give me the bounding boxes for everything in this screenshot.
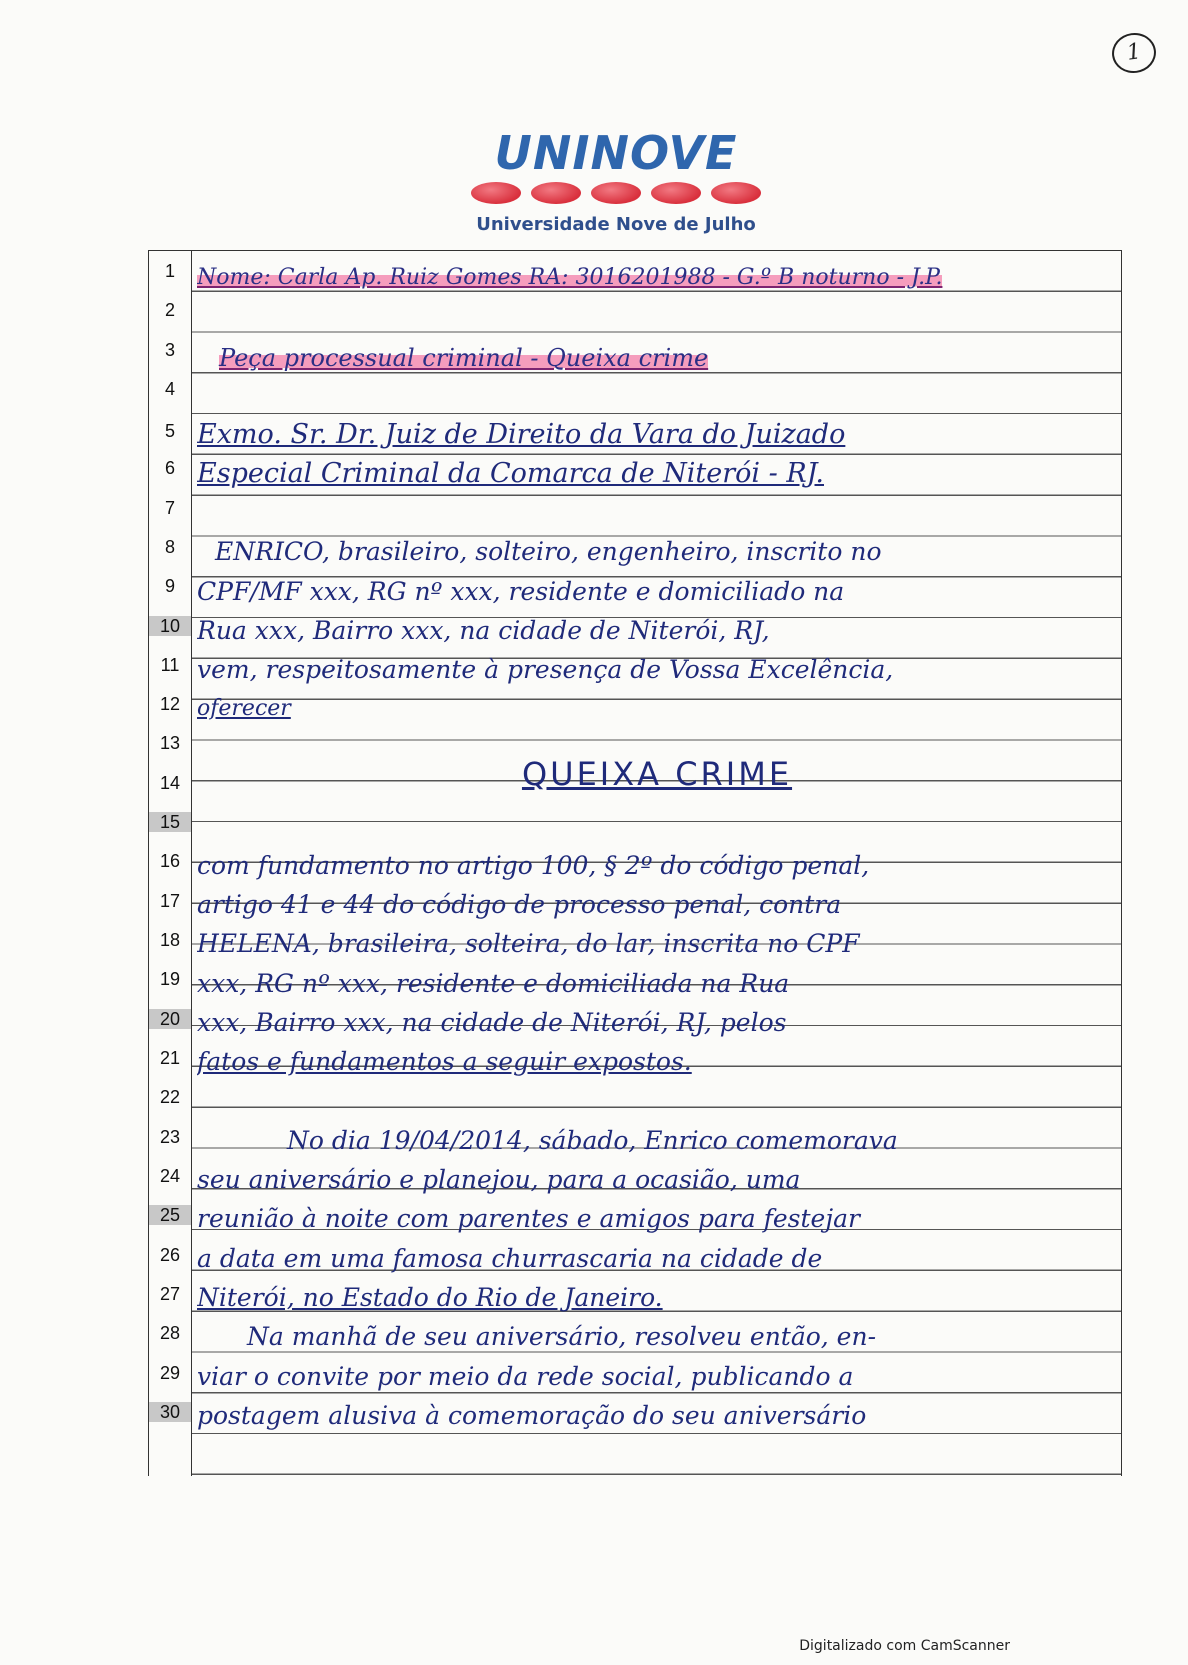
line-number: 15 [149, 812, 191, 832]
grounds-line-3: HELENA, brasileira, solteira, do lar, inscrita no CPF [197, 929, 860, 958]
line-number-column [149, 251, 192, 1476]
qualification-line-3: Rua xxx, Bairro xxx, na cidade de Niterói, RJ, [197, 616, 770, 645]
facts-line-8: postagem alusiva à comemoração do seu aniversário [197, 1401, 867, 1430]
line-number: 9 [164, 576, 175, 596]
line-number: 2 [164, 300, 175, 320]
logo-dot [471, 182, 521, 204]
line-number: 22 [159, 1087, 181, 1107]
line-number: 25 [149, 1205, 191, 1225]
line-number: 1 [164, 261, 175, 281]
line-number: 18 [159, 930, 181, 950]
qualification-line-2: CPF/MF xxx, RG nº xxx, residente e domiciliado na [197, 577, 845, 606]
facts-line-4: a data em uma famosa churrascaria na cidade de [197, 1244, 823, 1273]
student-info-line [197, 261, 1117, 295]
piece-type: Peça processual criminal - Queixa crime [219, 344, 709, 372]
line-number: 17 [159, 891, 181, 911]
line-number: 28 [159, 1323, 181, 1343]
line-number: 7 [164, 498, 175, 518]
grounds-line-6: fatos e fundamentos a seguir expostos. [197, 1047, 692, 1076]
qualification-line-1: ENRICO, brasileiro, solteiro, engenheiro, inscrito no [215, 537, 882, 566]
qualification-line-4: vem, respeitosamente à presença de Vossa Excelência, [197, 655, 894, 684]
line-number: 13 [159, 733, 181, 753]
addressee-line-2: Especial Criminal da Comarca de Niterói - RJ. [197, 458, 824, 489]
facts-line-6: Na manhã de seu aniversário, resolveu então, en- [247, 1322, 877, 1351]
university-logo [466, 128, 766, 238]
line-number: 16 [159, 851, 181, 871]
line-number: 29 [159, 1363, 181, 1383]
line-number: 26 [159, 1245, 181, 1265]
line-number: 21 [159, 1048, 181, 1068]
line-number: 6 [164, 458, 175, 478]
line-number: 30 [149, 1402, 191, 1422]
line-number: 11 [160, 655, 180, 675]
line-number: 8 [164, 537, 175, 557]
line-number: 23 [159, 1127, 181, 1147]
facts-line-1: No dia 19/04/2014, sábado, Enrico comemorava [287, 1126, 898, 1155]
grounds-line-5: xxx, Bairro xxx, na cidade de Niterói, RJ, pelos [197, 1008, 787, 1037]
student-info: Nome: Carla Ap. Ruiz Gomes RA: 3016201988 - G.º B noturno - J.P. [197, 265, 943, 290]
line-number: 3 [164, 340, 175, 360]
facts-line-5: Niterói, no Estado do Rio de Janeiro. [197, 1283, 663, 1312]
logo-subtitle: Universidade Nove de Julho [476, 214, 756, 235]
line-number: 14 [159, 773, 181, 793]
scanner-watermark: Digitalizado com CamScanner [799, 1638, 1010, 1654]
line-number: 5 [164, 421, 175, 441]
document-title: QUEIXA CRIME [521, 755, 793, 793]
facts-line-2: seu aniversário e planejou, para a ocasião, uma [197, 1165, 801, 1194]
line-number: 27 [159, 1284, 181, 1304]
logo-dots-icon [466, 182, 766, 206]
facts-line-3: reunião à noite com parentes e amigos para festejar [197, 1204, 860, 1233]
addressee-line-1: Exmo. Sr. Dr. Juiz de Direito da Vara do Juizado [197, 419, 846, 450]
logo-dot [591, 182, 641, 204]
line-number: 19 [159, 969, 181, 989]
line-number: 10 [149, 616, 191, 636]
line-number: 24 [159, 1166, 181, 1186]
document-title-line [197, 754, 1117, 794]
piece-type-line [197, 341, 1117, 375]
grounds-line-1: com fundamento no artigo 100, § 2º do código penal, [197, 851, 870, 880]
qualification-line-5: oferecer [197, 696, 291, 721]
grounds-line-2: artigo 41 e 44 do código de processo penal, contra [197, 890, 842, 919]
grounds-line-4: xxx, RG nº xxx, residente e domiciliada na Rua [197, 969, 790, 998]
logo-dot [651, 182, 701, 204]
answer-sheet [148, 250, 1122, 1476]
logo-name: UNINOVE [494, 126, 738, 180]
facts-line-7: viar o convite por meio da rede social, publicando a [197, 1362, 854, 1391]
logo-dot [531, 182, 581, 204]
page-number: 1 [1109, 30, 1158, 76]
line-number: 4 [164, 379, 175, 399]
line-number: 12 [159, 694, 181, 714]
line-number: 20 [149, 1009, 191, 1029]
logo-dot [711, 182, 761, 204]
